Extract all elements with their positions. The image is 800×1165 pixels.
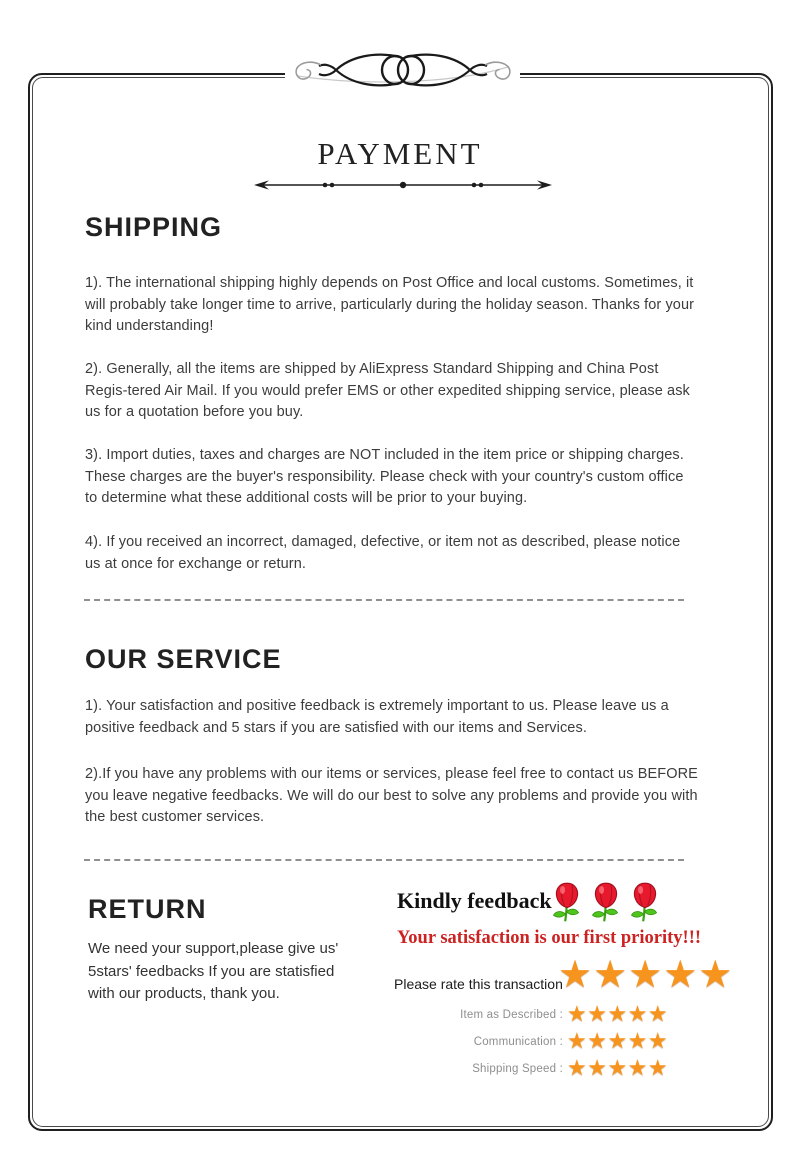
rose-icon bbox=[629, 881, 661, 931]
rating-row-item-as-described bbox=[393, 1001, 713, 1028]
rating-row-label: Item as Described : bbox=[460, 1008, 563, 1021]
rating-stars-small: ★★★★★ bbox=[567, 1001, 669, 1027]
return-paragraph: We need your support,please give us' 5stars' feedbacks If you are statisfied with our products, thank you. bbox=[88, 940, 339, 1002]
rating-stars-small: ★★★★★ bbox=[567, 1028, 669, 1054]
shipping-heading: SHIPPING bbox=[85, 212, 223, 242]
shipping-paragraph-2: 2). Generally, all the items are shipped by AliExpress Standard Shipping and China Post Regis-tered Air Mail. If you would prefer EMS or other expedited shipping service, please ask us for a quotation before you buy. bbox=[85, 361, 690, 420]
page-title: PAYMENT bbox=[317, 136, 483, 171]
rating-row-communication bbox=[393, 1028, 713, 1055]
service-paragraph-2: 2).If you have any problems with our items or services, please feel free to contact us BEFORE you leave negative feedbacks. We will do our best to solve any problems and provide you with the best customer services. bbox=[85, 766, 698, 825]
rose-icons-row bbox=[551, 881, 661, 931]
rating-row-label: Shipping Speed : bbox=[472, 1062, 563, 1075]
rose-icon bbox=[590, 881, 622, 931]
rating-criteria-list bbox=[393, 1001, 713, 1082]
rating-row-label: Communication : bbox=[473, 1035, 563, 1048]
satisfaction-tagline: Your satisfaction is our first priority!!! bbox=[397, 928, 702, 948]
rating-stars-large: ★★★★★ bbox=[558, 952, 734, 996]
section-divider bbox=[84, 599, 684, 601]
our-service-heading: OUR SERVICE bbox=[85, 644, 282, 674]
service-paragraph-1: 1). Your satisfaction and positive feedback is extremely important to us. Please leave us a positive feedback and 5 stars if you are satisfied with our items and Services. bbox=[85, 698, 669, 736]
return-heading: RETURN bbox=[88, 894, 207, 924]
rating-stars-small: ★★★★★ bbox=[567, 1055, 669, 1081]
shipping-paragraph-4: 4). If you received an incorrect, damaged, defective, or item not as described, please notice us at once for exchange or return. bbox=[85, 534, 681, 572]
section-divider bbox=[84, 859, 684, 861]
shipping-paragraph-3: 3). Import duties, taxes and charges are NOT included in the item price or shipping charges. These charges are the buyer's responsibility. Please check with your country's custom office to determine what these additional costs will be prior to your buying. bbox=[85, 447, 684, 506]
kindly-feedback-title: Kindly feedback bbox=[397, 888, 552, 913]
rose-icon bbox=[551, 881, 583, 931]
rate-transaction-label: Please rate this transaction bbox=[394, 976, 563, 992]
shipping-paragraph-1: 1). The international shipping highly depends on Post Office and local customs. Sometimes, it will probably take longer time to arrive, particularly during the holiday season. Thanks for your kind understanding! bbox=[85, 275, 695, 334]
calligraphic-flourish-icon bbox=[285, 50, 520, 94]
rating-row-shipping-speed bbox=[393, 1055, 713, 1082]
double-arrow-divider-icon bbox=[253, 178, 553, 192]
